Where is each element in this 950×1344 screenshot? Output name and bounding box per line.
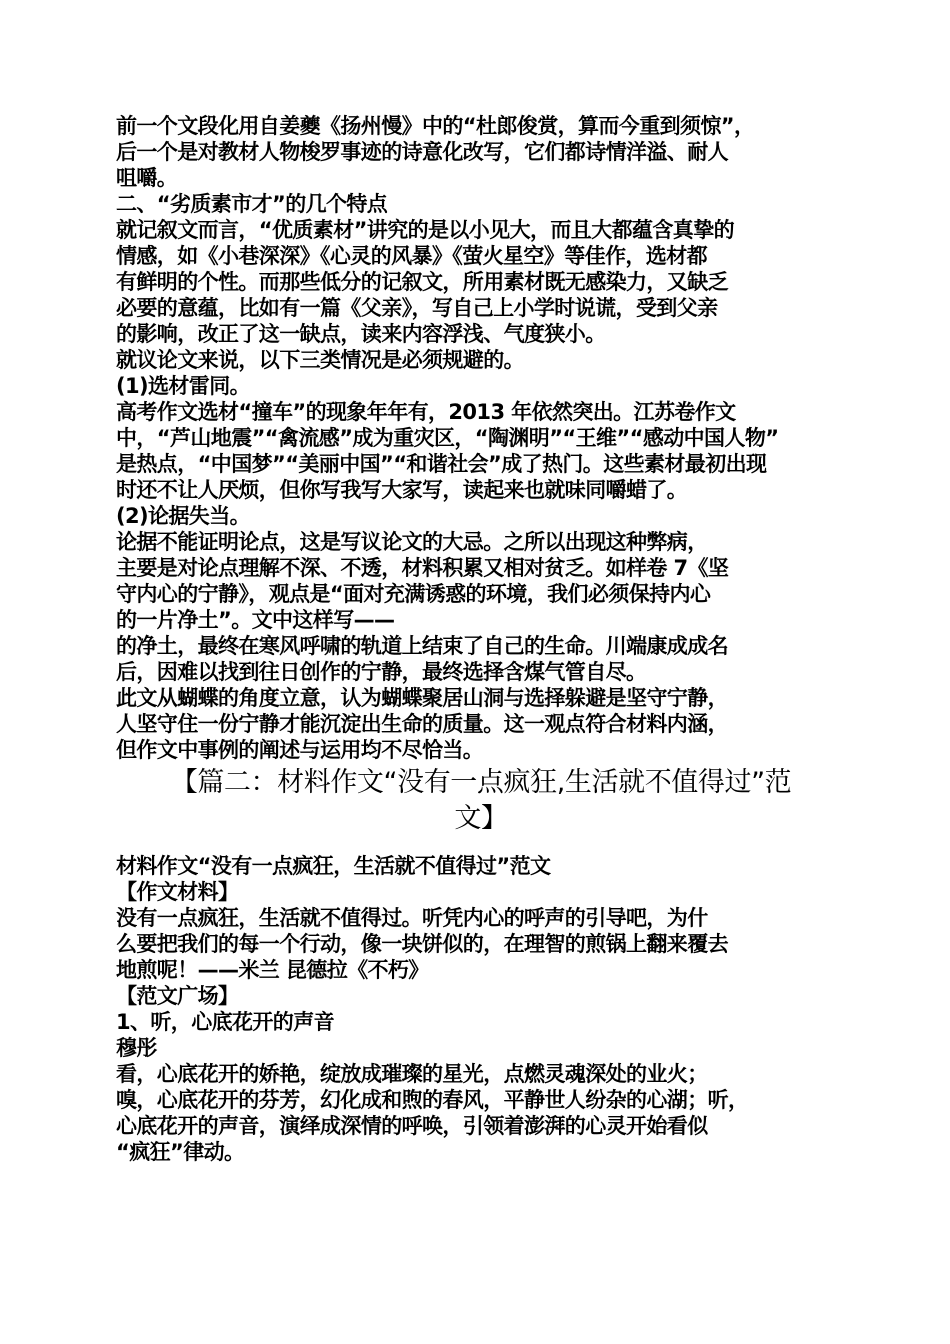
text-line: 咀嚼。 bbox=[116, 166, 178, 190]
text-line: 高考作文选材“撞车”的现象年年有，2013 年依然突出。江苏卷作文 bbox=[116, 400, 736, 424]
text-line: 材料作文“没有一点疯狂，生活就不值得过”范文 bbox=[116, 854, 551, 878]
text-line: 【作文材料】 bbox=[116, 880, 239, 904]
text-line: 后，因难以找到往日创作的宁静，最终选择含煤气管自尽。 bbox=[116, 660, 647, 684]
subheading-line: 二、“劣质素市才”的几个特点 bbox=[116, 192, 388, 216]
text-line: 的影响，改正了这一缺点，读来内容浮浅、气度狭小。 bbox=[116, 322, 606, 346]
document-part2 bbox=[116, 853, 846, 1165]
text-line: 是热点，“中国梦”“美丽中国”“和谐社会”成了热门。这些素材最初出现 bbox=[116, 452, 767, 476]
text-line: 人坚守住一份宁静才能沉淀出生命的质量。这一观点符合材料内涵， bbox=[116, 712, 728, 736]
text-line: 守内心的宁静》，观点是“面对充满诱惑的环境，我们必须保持内心 bbox=[116, 582, 711, 606]
text-line: 后一个是对教材人物梭罗事迹的诗意化改写，它们都诗情洋溢、耐人 bbox=[116, 140, 728, 164]
text-line: 必要的意蕴，比如有一篇《父亲》，写自己上小学时说谎，受到父亲 bbox=[116, 296, 718, 320]
text-line: 有鲜明的个性。而那些低分的记叙文，所用素材既无感染力，又缺乏 bbox=[116, 270, 728, 294]
text-line: 中，“芦山地震”“禽流感”成为重灾区，“陶渊明”“王维”“感动中国人物” bbox=[116, 426, 779, 450]
text-line: 的净土，最终在寒风呼啸的轨道上结束了自己的生命。川端康成成名 bbox=[116, 634, 728, 658]
section-heading-line: 【篇二：材料作文“没有一点疯狂,生活就不值得过”范 bbox=[170, 767, 792, 798]
text-line: 么要把我们的每一个行动，像一块饼似的，在理智的煎锅上翻来覆去 bbox=[116, 932, 728, 956]
text-line: 此文从蝴蝶的角度立意，认为蝴蝶聚居山洞与选择躲避是坚守宁静， bbox=[116, 686, 728, 710]
text-line: 前一个文段化用自姜夔《扬州慢》中的“杜郎俊赏，算而今重到须惊”， bbox=[116, 114, 755, 138]
text-line: (1)选材雷同。 bbox=[116, 374, 251, 398]
text-line: 1、听，心底花开的声音 bbox=[116, 1010, 335, 1034]
document-page bbox=[116, 113, 846, 1165]
section-heading bbox=[116, 765, 846, 837]
text-line: 【范文广场】 bbox=[116, 984, 239, 1008]
text-line: 地煎呢！——米兰 昆德拉《不朽》 bbox=[116, 958, 429, 982]
text-line: 就议论文来说，以下三类情况是必须规避的。 bbox=[116, 348, 524, 372]
text-line: 主要是对论点理解不深、不透，材料积累又相对贫乏。如样卷 7《坚 bbox=[116, 556, 729, 580]
text-line: 论据不能证明论点，这是写议论文的大忌。之所以出现这种弊病， bbox=[116, 530, 708, 554]
document-part1 bbox=[116, 113, 846, 763]
text-line: 看，心底花开的娇艳，绽放成璀璨的星光，点燃灵魂深处的业火； bbox=[116, 1062, 708, 1086]
text-line: 的一片净土”。文中这样写—— bbox=[116, 608, 395, 632]
text-line: “疯狂”律动。 bbox=[116, 1140, 245, 1164]
section-heading-line: 文】 bbox=[454, 803, 508, 834]
text-line: 心底花开的声音，演绎成深情的呼唤，引领着澎湃的心灵开始看似 bbox=[116, 1114, 708, 1138]
text-line: 嗅，心底花开的芬芳，幻化成和煦的春风，平静世人纷杂的心湖；听， bbox=[116, 1088, 749, 1112]
text-line: 穆彤 bbox=[116, 1036, 157, 1060]
text-line: (2)论据失当。 bbox=[116, 504, 251, 528]
text-line: 就记叙文而言，“优质素材”讲究的是以小见大，而且大都蕴含真挚的 bbox=[116, 218, 735, 242]
text-line: 但作文中事例的阐述与运用均不尽恰当。 bbox=[116, 738, 484, 762]
text-line: 没有一点疯狂，生活就不值得过。听凭内心的呼声的引导吧，为什 bbox=[116, 906, 708, 930]
text-line: 时还不让人厌烦，但你写我写大家写，读起来也就味同嚼蜡了。 bbox=[116, 478, 688, 502]
text-line: 情感，如《小巷深深》《心灵的风暴》《萤火星空》等佳作，选材都 bbox=[116, 244, 707, 268]
